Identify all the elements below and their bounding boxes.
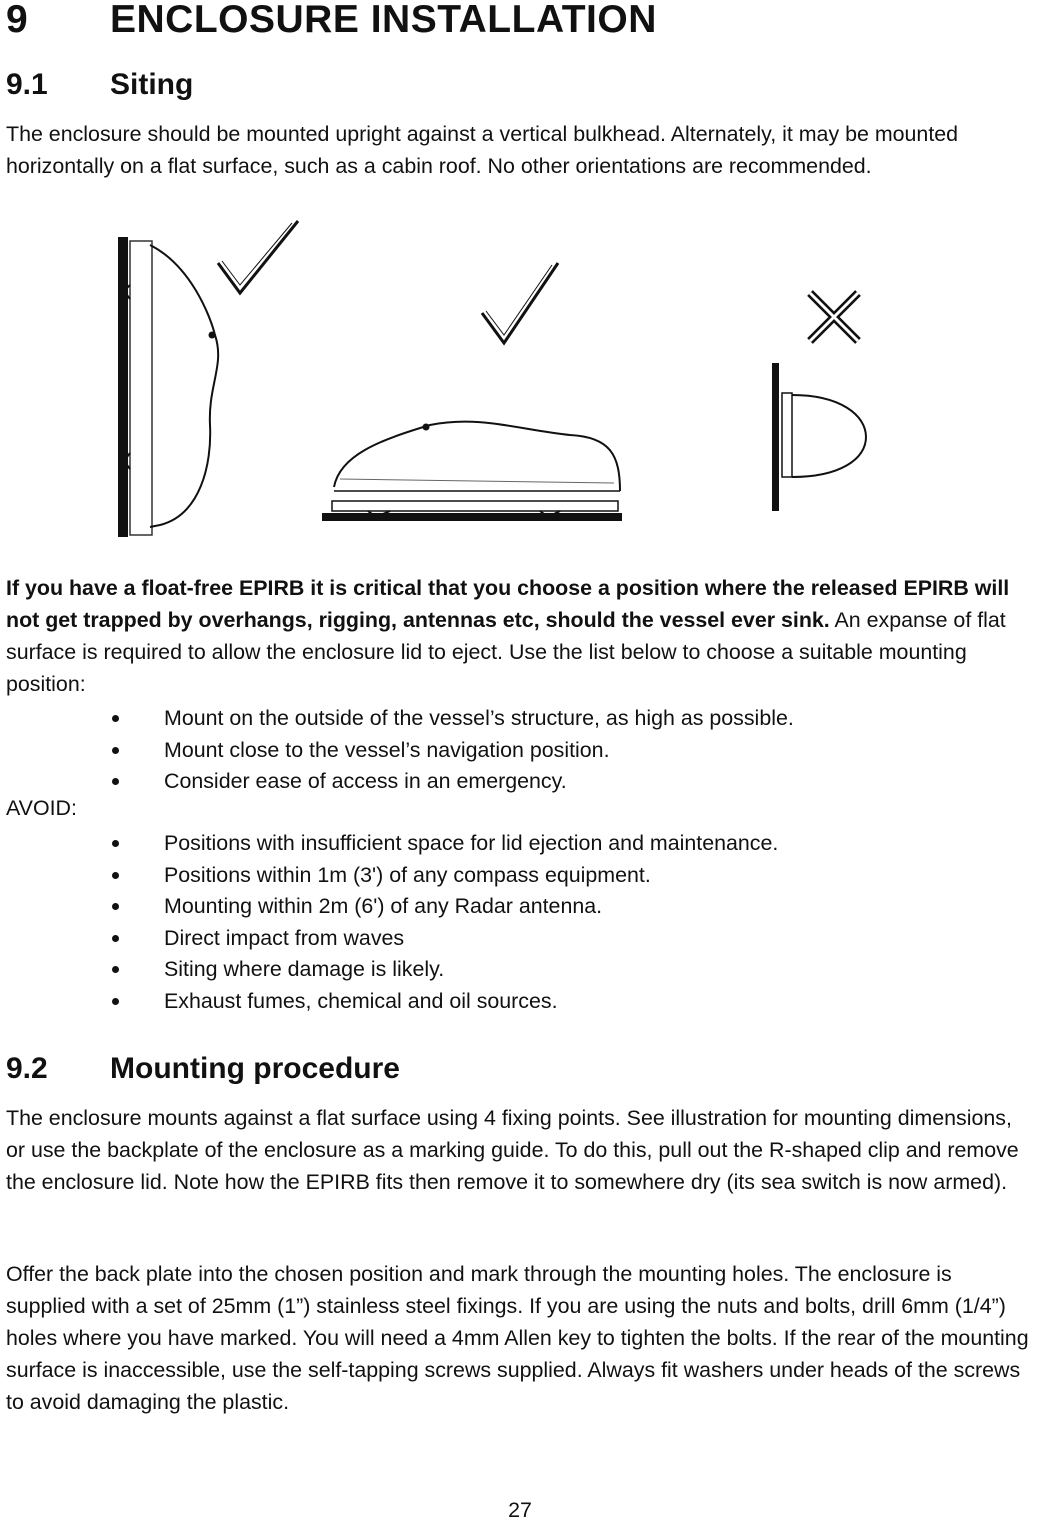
- section-number: 9.2: [6, 1052, 48, 1085]
- siting-intro: The enclosure should be mounted upright against a vertical bulkhead. Alternately, it may be mounted horizontally on a flat surface, such as a cabin roof. No other orientations are recommended.: [6, 122, 959, 178]
- bullet-icon: [112, 998, 119, 1005]
- warning-bold-text: If you have a float-free EPIRB it is critical that you choose a position where the released EPIRB will not get trapped by overhangs, rigging, antennas etc, should the vessel ever sink.: [6, 576, 1010, 632]
- downward-mount-illustration: [772, 363, 866, 511]
- bullet-icon: [112, 840, 119, 847]
- tick-icon: [218, 221, 298, 293]
- mounting-paragraph-1: The enclosure mounts against a flat surface using 4 fixing points. See illustration for mounting dimensions, or use the backplate of the enclosure as a marking guide. To do this, pull out the R-shaped clip and remove the enclosure lid. Note how the EPIRB fits then remove it to somewhere dry (its sea switch is now armed).: [6, 1106, 1019, 1194]
- bullet-icon: [112, 747, 119, 754]
- section-title: Mounting procedure: [110, 1052, 400, 1085]
- bullet-icon: [112, 903, 119, 910]
- avoid-label: AVOID:: [6, 796, 77, 820]
- warning-text: An expanse of flat surface is required to allow the enclosure lid to eject. Use the list below to choose a suitable mounting position:: [6, 608, 1006, 696]
- list-item: Siting where damage is likely.: [0, 954, 1040, 986]
- recommended-positions-list: [0, 703, 1040, 798]
- list-item: Mount on the outside of the vessel’s structure, as high as possible.: [0, 703, 1040, 735]
- float-free-warning: [6, 572, 1034, 700]
- page-number: 27: [508, 1498, 532, 1522]
- bullet-icon: [112, 872, 119, 879]
- bullet-icon: [112, 966, 119, 973]
- bullet-icon: [112, 778, 119, 785]
- mounting-paragraph-2: Offer the back plate into the chosen position and mark through the mounting holes. The enclosure is supplied with a set of 25mm (1”) stainless steel fixings. If you are using the nuts and bolts, drill 6mm (1/4”) holes where you have marked. You will need a 4mm Allen key to tighten the bolts. If the rear of the mounting surface is inaccessible, use the self-tapping screws supplied. Always fit washers under heads of the screws to avoid damaging the plastic.: [6, 1262, 1029, 1414]
- list-item: Exhaust fumes, chemical and oil sources.: [0, 986, 1040, 1018]
- tick-icon: [482, 263, 558, 343]
- list-item: Mount close to the vessel’s navigation position.: [0, 735, 1040, 767]
- chapter-heading: [6, 0, 657, 42]
- list-item: Positions with insufficient space for lid ejection and maintenance.: [0, 828, 1040, 860]
- mounting-orientation-figure: [100, 215, 900, 545]
- list-item: Direct impact from waves: [0, 923, 1040, 955]
- chapter-title: ENCLOSURE INSTALLATION: [110, 0, 657, 41]
- list-item: Consider ease of access in an emergency.: [0, 766, 1040, 798]
- bullet-icon: [112, 935, 119, 942]
- vertical-mount-illustration: [118, 237, 218, 537]
- bullet-icon: [112, 715, 119, 722]
- section-heading-mounting: [6, 1052, 400, 1086]
- list-item: Mounting within 2m (6') of any Radar antenna.: [0, 891, 1040, 923]
- list-item: Positions within 1m (3') of any compass equipment.: [0, 860, 1040, 892]
- section-title: Siting: [110, 68, 194, 101]
- chapter-number: 9: [6, 0, 29, 41]
- section-heading-siting: [6, 68, 193, 102]
- section-number: 9.1: [6, 68, 48, 101]
- horizontal-mount-illustration: [322, 422, 622, 521]
- avoid-positions-list: [0, 828, 1040, 1018]
- cross-icon: [810, 293, 858, 341]
